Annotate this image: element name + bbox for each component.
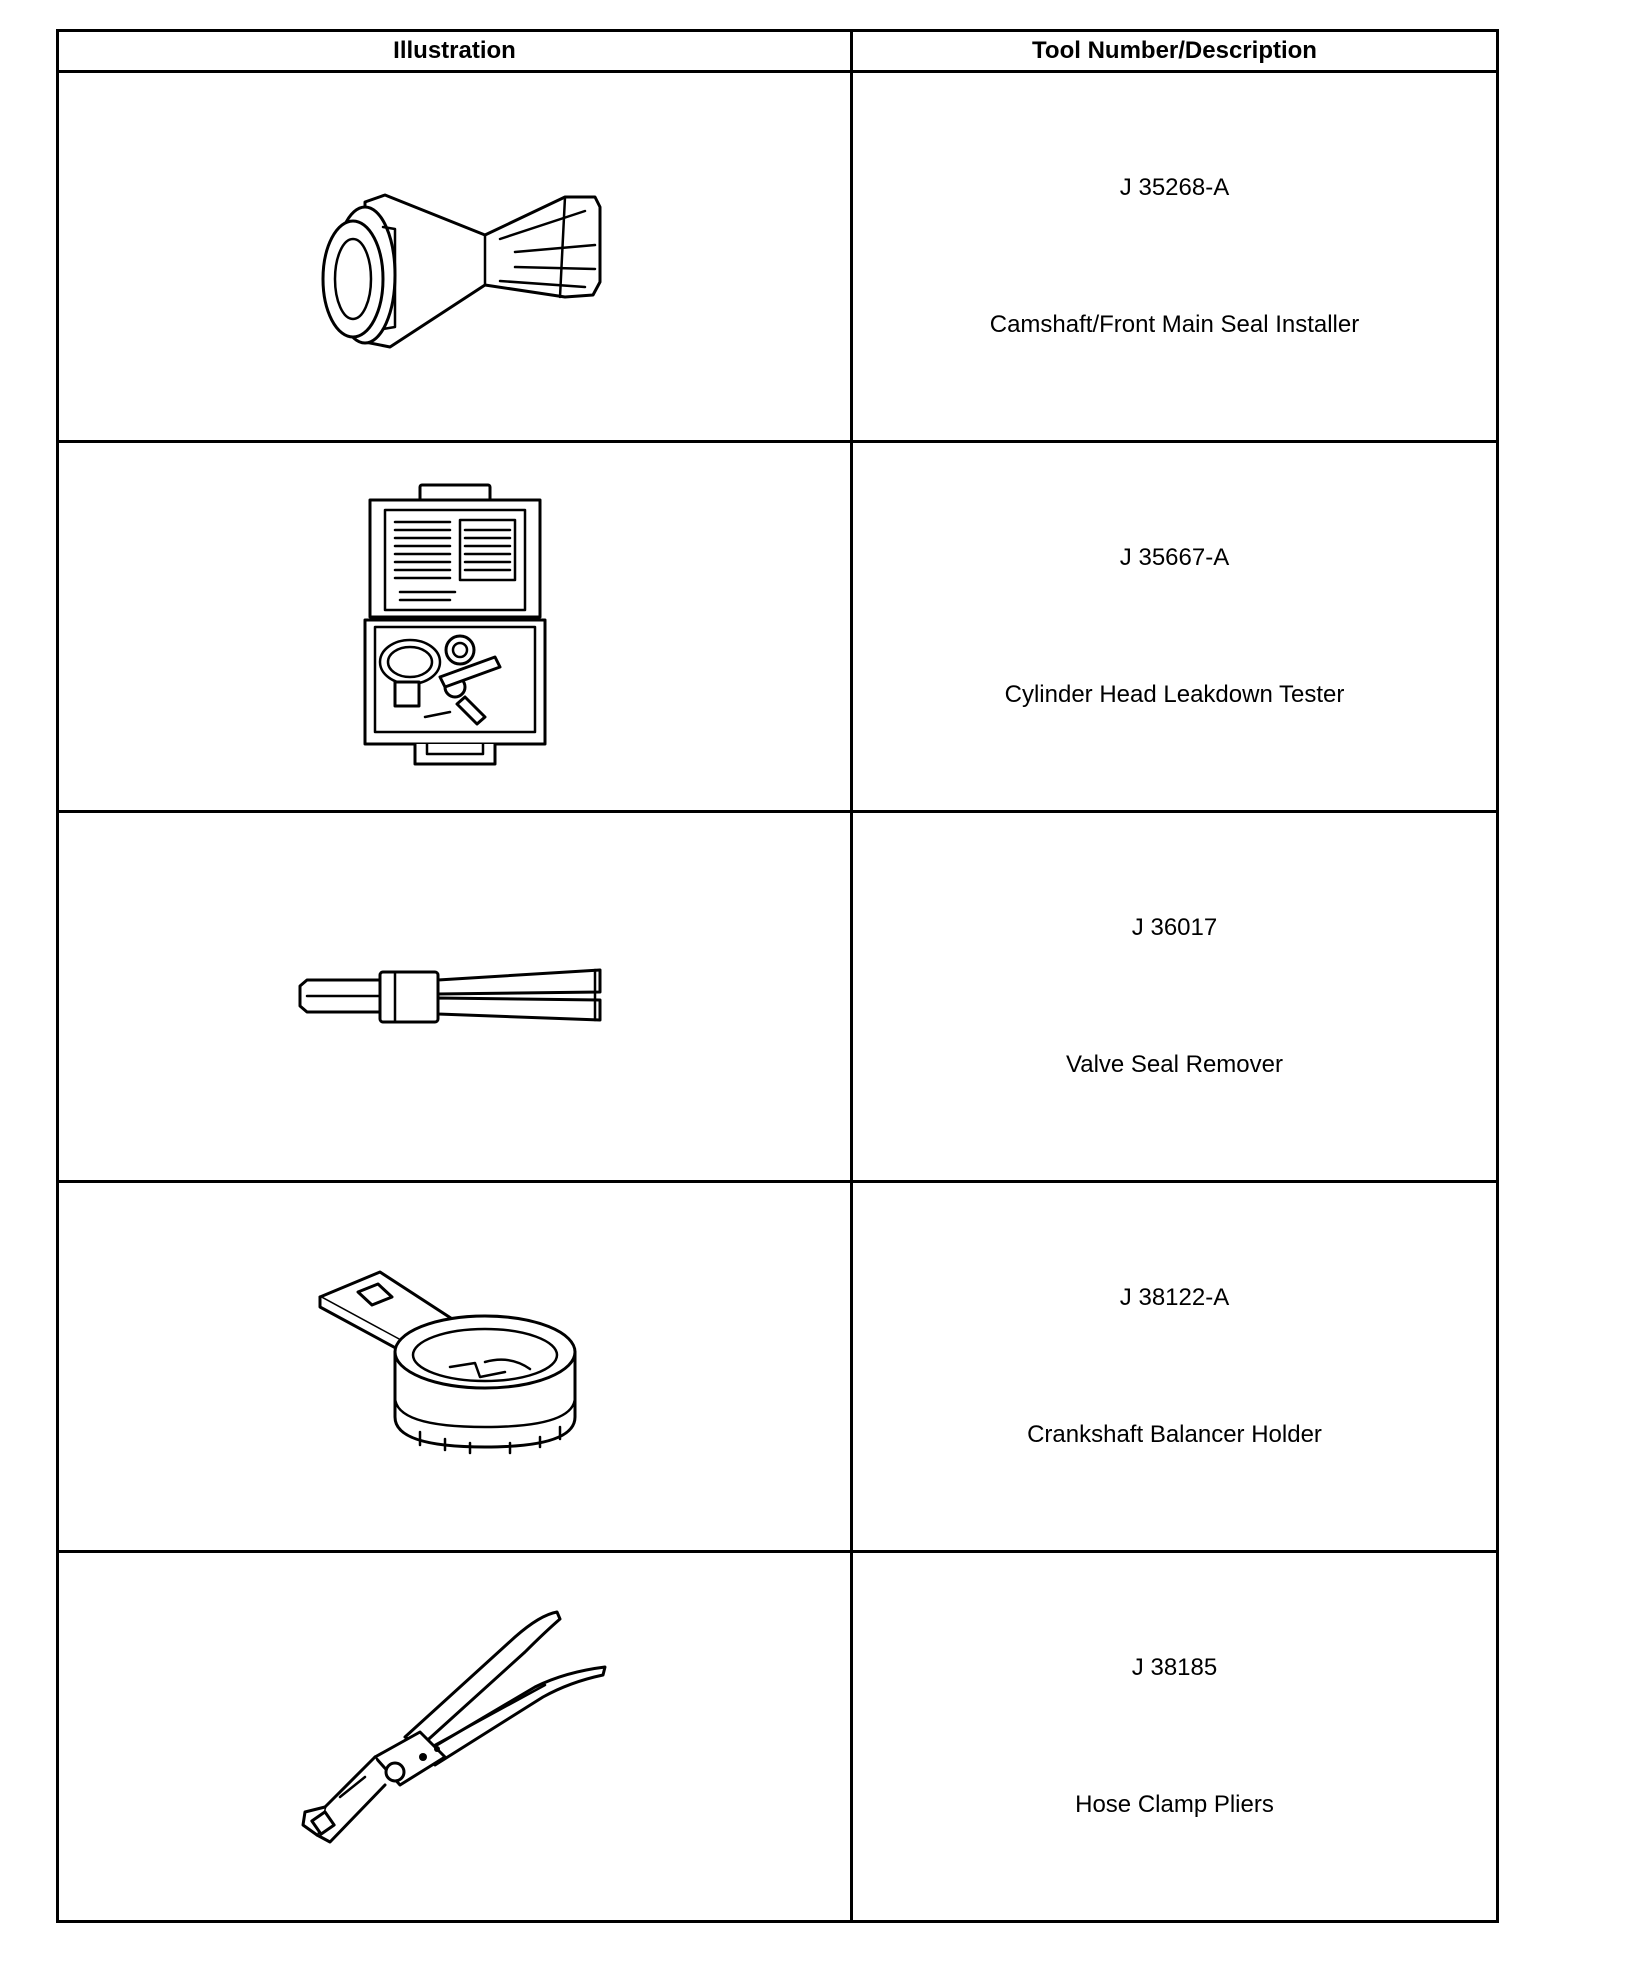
tool-description: Valve Seal Remover: [1066, 1050, 1283, 1078]
tool-description: Camshaft/Front Main Seal Installer: [989, 310, 1360, 338]
tool-description: Cylinder Head Leakdown Tester: [1004, 680, 1345, 708]
tool-number: J 35667-A: [1119, 543, 1230, 571]
leakdown-tester-case-icon: [355, 482, 555, 772]
tool-number: J 36017: [1131, 913, 1218, 941]
tool-number: J 38122-A: [1119, 1283, 1230, 1311]
valve-seal-remover-icon: [295, 962, 615, 1032]
tool-number: J 38185: [1131, 1653, 1218, 1681]
table-row: [58, 812, 1498, 1182]
table-row: [58, 442, 1498, 812]
illustration-cell: [58, 442, 852, 812]
tool-description: Hose Clamp Pliers: [1075, 1790, 1274, 1818]
special-tools-table: [56, 29, 1499, 1923]
description-cell: [852, 442, 1498, 812]
table-row: [58, 72, 1498, 442]
description-cell: [852, 1552, 1498, 1922]
description-cell: [852, 812, 1498, 1182]
illustration-cell: [58, 72, 852, 442]
description-cell: [852, 72, 1498, 442]
header-tool-number-description: Tool Number/Description: [852, 31, 1498, 72]
balancer-holder-icon: [310, 1267, 600, 1467]
seal-installer-icon: [295, 157, 615, 357]
hose-clamp-pliers-icon: [295, 1607, 615, 1867]
illustration-cell: [58, 1552, 852, 1922]
table-row: [58, 1182, 1498, 1552]
description-cell: [852, 1182, 1498, 1552]
table-header-row: [58, 31, 1498, 72]
illustration-cell: [58, 812, 852, 1182]
header-illustration: Illustration: [58, 31, 852, 72]
illustration-cell: [58, 1182, 852, 1552]
table-row: [58, 1552, 1498, 1922]
tool-number: J 35268-A: [1119, 173, 1230, 201]
tool-description: Crankshaft Balancer Holder: [1027, 1420, 1322, 1448]
